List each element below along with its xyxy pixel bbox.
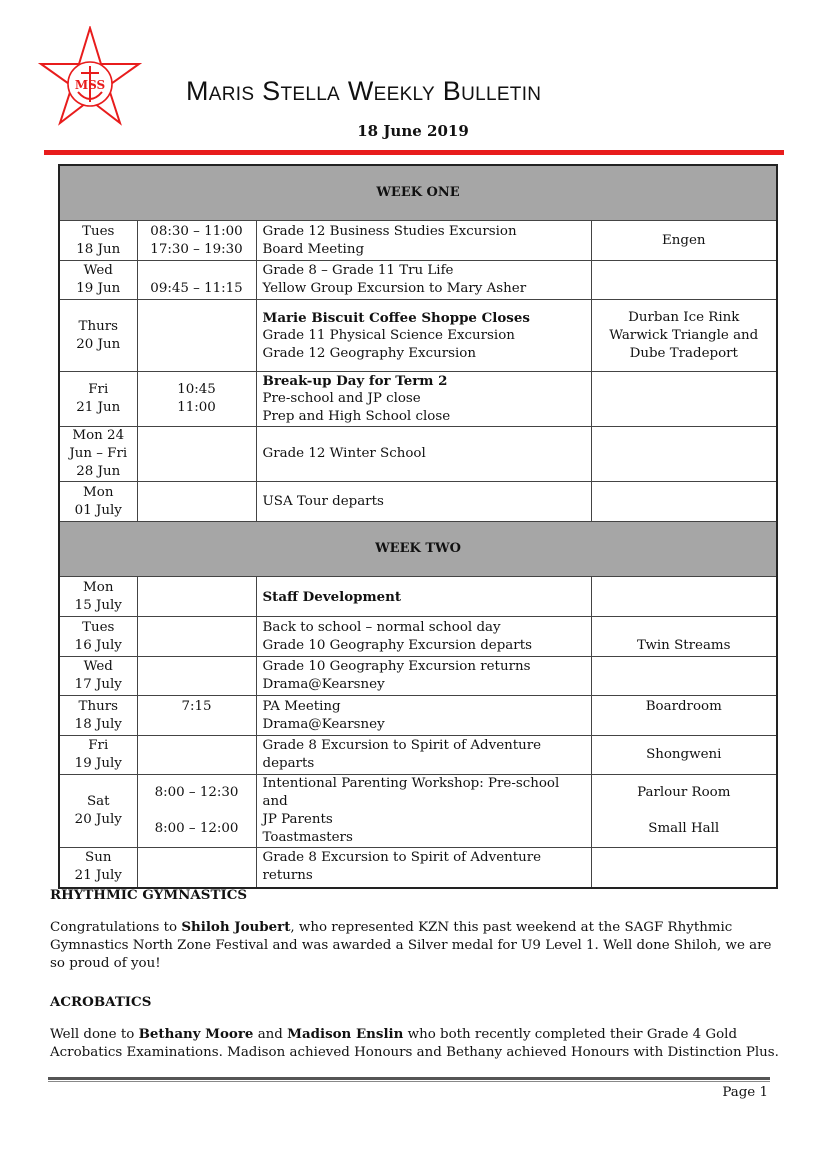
day-cell [59, 427, 137, 482]
time-line [144, 716, 250, 734]
time-cell [137, 261, 256, 300]
day-line: 21 Jun [76, 400, 121, 415]
time-line: 8:00 – 12:30 [154, 785, 239, 800]
day-line: Sat [86, 794, 110, 809]
day-line: 17 July [74, 677, 122, 692]
time-cell [137, 848, 256, 888]
time-line: 08:30 – 11:00 [150, 223, 243, 239]
venue-line: Engen [661, 232, 706, 248]
acrobatics-section [50, 993, 780, 1062]
day-cell [59, 775, 137, 848]
bulletin-date: 18 June 2019 [357, 122, 469, 140]
event-cell [256, 848, 591, 888]
table-row [59, 775, 777, 848]
day-cell [59, 736, 137, 775]
table-row [59, 577, 777, 617]
day-line: Thurs [78, 318, 118, 334]
venue-line: Twin Streams [636, 637, 731, 653]
table-row [59, 261, 777, 300]
time-cell [137, 657, 256, 696]
student-name: Shiloh Joubert [181, 919, 291, 935]
day-line: Mon [83, 579, 114, 595]
event-line: Grade 8 Excursion to Spirit of Adventure returns [262, 850, 542, 884]
time-line: 8:00 – 12:00 [154, 821, 239, 836]
event-cell [256, 372, 591, 427]
time-line: 09:45 – 11:15 [150, 281, 243, 296]
day-cell [59, 577, 137, 617]
day-cell [59, 657, 137, 696]
venue-cell [591, 300, 777, 372]
venue-line: Dube Tradeport [629, 345, 738, 361]
day-cell [59, 696, 137, 736]
event-line: Drama@Kearsney [262, 677, 385, 692]
venue-cell [591, 372, 777, 427]
time-cell [137, 427, 256, 482]
day-line: Fri [88, 382, 109, 397]
week-label: WEEK ONE [59, 165, 777, 221]
day-line: 18 Jun [76, 241, 121, 257]
event-line: Prep and High School close [262, 409, 451, 424]
time-cell [137, 736, 256, 775]
time-line [144, 262, 250, 280]
event-cell [256, 775, 591, 848]
venue-line: Small Hall [648, 821, 720, 836]
header-divider [44, 150, 784, 155]
venue-line: Shongweni [646, 747, 722, 762]
event-cell [256, 261, 591, 300]
week-header-row [59, 165, 777, 221]
day-cell [59, 221, 137, 261]
week-header-row [59, 522, 777, 577]
event-highlight: Marie Biscuit Coffee Shoppe Closes [262, 309, 530, 326]
day-line: 20 Jun [76, 336, 121, 352]
event-cell [256, 482, 591, 522]
time-line: 7:15 [181, 698, 212, 714]
event-cell [256, 657, 591, 696]
student-name: Madison Enslin [287, 1026, 404, 1042]
event-line: Grade 12 Winter School [262, 446, 426, 461]
table-row [59, 300, 777, 372]
time-line: 11:00 [177, 400, 216, 415]
event-cell [256, 617, 591, 657]
event-cell [256, 221, 591, 261]
table-row [59, 427, 777, 482]
time-line: 17:30 – 19:30 [150, 241, 243, 257]
event-cell [256, 696, 591, 736]
venue-cell [591, 696, 777, 736]
event-line: USA Tour departs [262, 493, 384, 509]
day-line: 21 July [74, 868, 122, 884]
day-line: Thurs [78, 698, 118, 714]
day-line: 15 July [74, 597, 122, 613]
event-cell [256, 577, 591, 617]
rhythmic-paragraph: Congratulations to Shiloh Joubert, who represented KZN this past weekend at the SAGF Rhythmic Gymnastics North Zone Festival and was awarded a Silver medal for U9 Level 1. Well done Shiloh, we are so proud of you! [50, 919, 772, 971]
day-cell [59, 300, 137, 372]
day-line: Jun – Fri [69, 446, 128, 461]
table-row [59, 848, 777, 888]
time-cell [137, 696, 256, 736]
event-highlight: Staff Development [262, 588, 402, 605]
table-row [59, 696, 777, 736]
time-cell [137, 300, 256, 372]
event-line: Grade 10 Geography Excursion returns [262, 659, 531, 674]
venue-line: Boardroom [645, 698, 722, 714]
week-label: WEEK TWO [59, 522, 777, 577]
table-row [59, 617, 777, 657]
day-line: Sun [85, 850, 112, 866]
day-line: 01 July [74, 502, 122, 518]
acrobatics-paragraph: Well done to Bethany Moore and Madison Enslin who both recently completed their Grade 4 Gold Acrobatics Examinations. Madison achieved Honours and Bethany achieved Honours with Distinction Plus. [50, 1026, 779, 1060]
time-line [144, 802, 250, 820]
time-cell [137, 482, 256, 522]
time-cell [137, 617, 256, 657]
page-title: Maris Stella Weekly Bulletin [186, 76, 542, 106]
day-cell [59, 617, 137, 657]
venue-cell [591, 482, 777, 522]
day-line: Wed [83, 263, 113, 278]
event-line: Intentional Parenting Workshop: Pre-school and [262, 776, 560, 809]
day-cell [59, 261, 137, 300]
time-cell [137, 221, 256, 261]
logo-monogram: MSS [74, 78, 106, 92]
day-line: 28 Jun [76, 464, 121, 479]
venue-cell [591, 261, 777, 300]
venue-line: Warwick Triangle and [609, 327, 759, 343]
event-cell [256, 300, 591, 372]
event-line: Pre-school and JP close [262, 391, 421, 406]
table-row [59, 736, 777, 775]
page-number: Page 1 [722, 1085, 768, 1100]
day-line: Tues [82, 619, 115, 635]
venue-cell [591, 577, 777, 617]
venue-cell [591, 617, 777, 657]
rhythmic-section [50, 886, 780, 973]
rhythmic-heading: RHYTHMIC GYMNASTICS [50, 887, 248, 903]
venue-cell [591, 775, 777, 848]
venue-line: Parlour Room [637, 785, 731, 800]
table-row [59, 372, 777, 427]
student-name: Bethany Moore [138, 1026, 254, 1042]
venue-line [598, 716, 771, 734]
footer-rule [48, 1077, 770, 1080]
day-line: 16 July [74, 637, 122, 653]
table-row [59, 221, 777, 261]
event-line: Grade 8 – Grade 11 Tru Life [262, 263, 454, 278]
venue-cell [591, 848, 777, 888]
maris-stella-star-logo [38, 26, 142, 126]
event-highlight: Break-up Day for Term 2 [262, 373, 448, 389]
day-cell [59, 848, 137, 888]
day-line: Wed [83, 659, 113, 674]
venue-cell [591, 427, 777, 482]
venue-line [598, 802, 771, 820]
time-cell [137, 577, 256, 617]
footer-rule-thin [48, 1081, 770, 1082]
day-cell [59, 372, 137, 427]
day-line: 18 July [74, 716, 122, 732]
day-line: Fri [88, 738, 109, 753]
day-line: 20 July [74, 812, 122, 827]
venue-cell [591, 657, 777, 696]
event-line: Toastmasters [262, 830, 353, 845]
event-line: Grade 10 Geography Excursion departs [262, 637, 532, 653]
table-row [59, 657, 777, 696]
time-cell [137, 775, 256, 848]
event-line: JP Parents [262, 812, 333, 827]
time-cell [137, 372, 256, 427]
table-row [59, 482, 777, 522]
event-line: Grade 8 Excursion to Spirit of Adventure departs [262, 738, 542, 771]
day-line: Tues [82, 223, 115, 239]
event-line: Back to school – normal school day [262, 619, 501, 635]
event-line: PA Meeting [262, 698, 341, 714]
event-line: Yellow Group Excursion to Mary Asher [262, 281, 527, 296]
event-line: Grade 12 Geography Excursion [262, 345, 476, 361]
event-cell [256, 736, 591, 775]
day-line: 19 Jun [76, 281, 121, 296]
venue-line [598, 619, 771, 637]
day-line: Mon [83, 484, 114, 500]
event-line: Grade 11 Physical Science Excursion [262, 327, 515, 343]
venue-cell [591, 221, 777, 261]
day-cell [59, 482, 137, 522]
day-line: Mon 24 [72, 428, 125, 443]
event-line: Board Meeting [262, 241, 365, 257]
venue-cell [591, 736, 777, 775]
venue-line: Durban Ice Rink [628, 309, 740, 325]
acrobatics-heading: ACROBATICS [50, 994, 152, 1010]
event-line: Grade 12 Business Studies Excursion [262, 223, 517, 239]
time-line: 10:45 [177, 382, 216, 397]
event-cell [256, 427, 591, 482]
schedule-table [58, 164, 778, 889]
day-line: 19 July [74, 756, 122, 771]
event-line: Drama@Kearsney [262, 716, 385, 732]
